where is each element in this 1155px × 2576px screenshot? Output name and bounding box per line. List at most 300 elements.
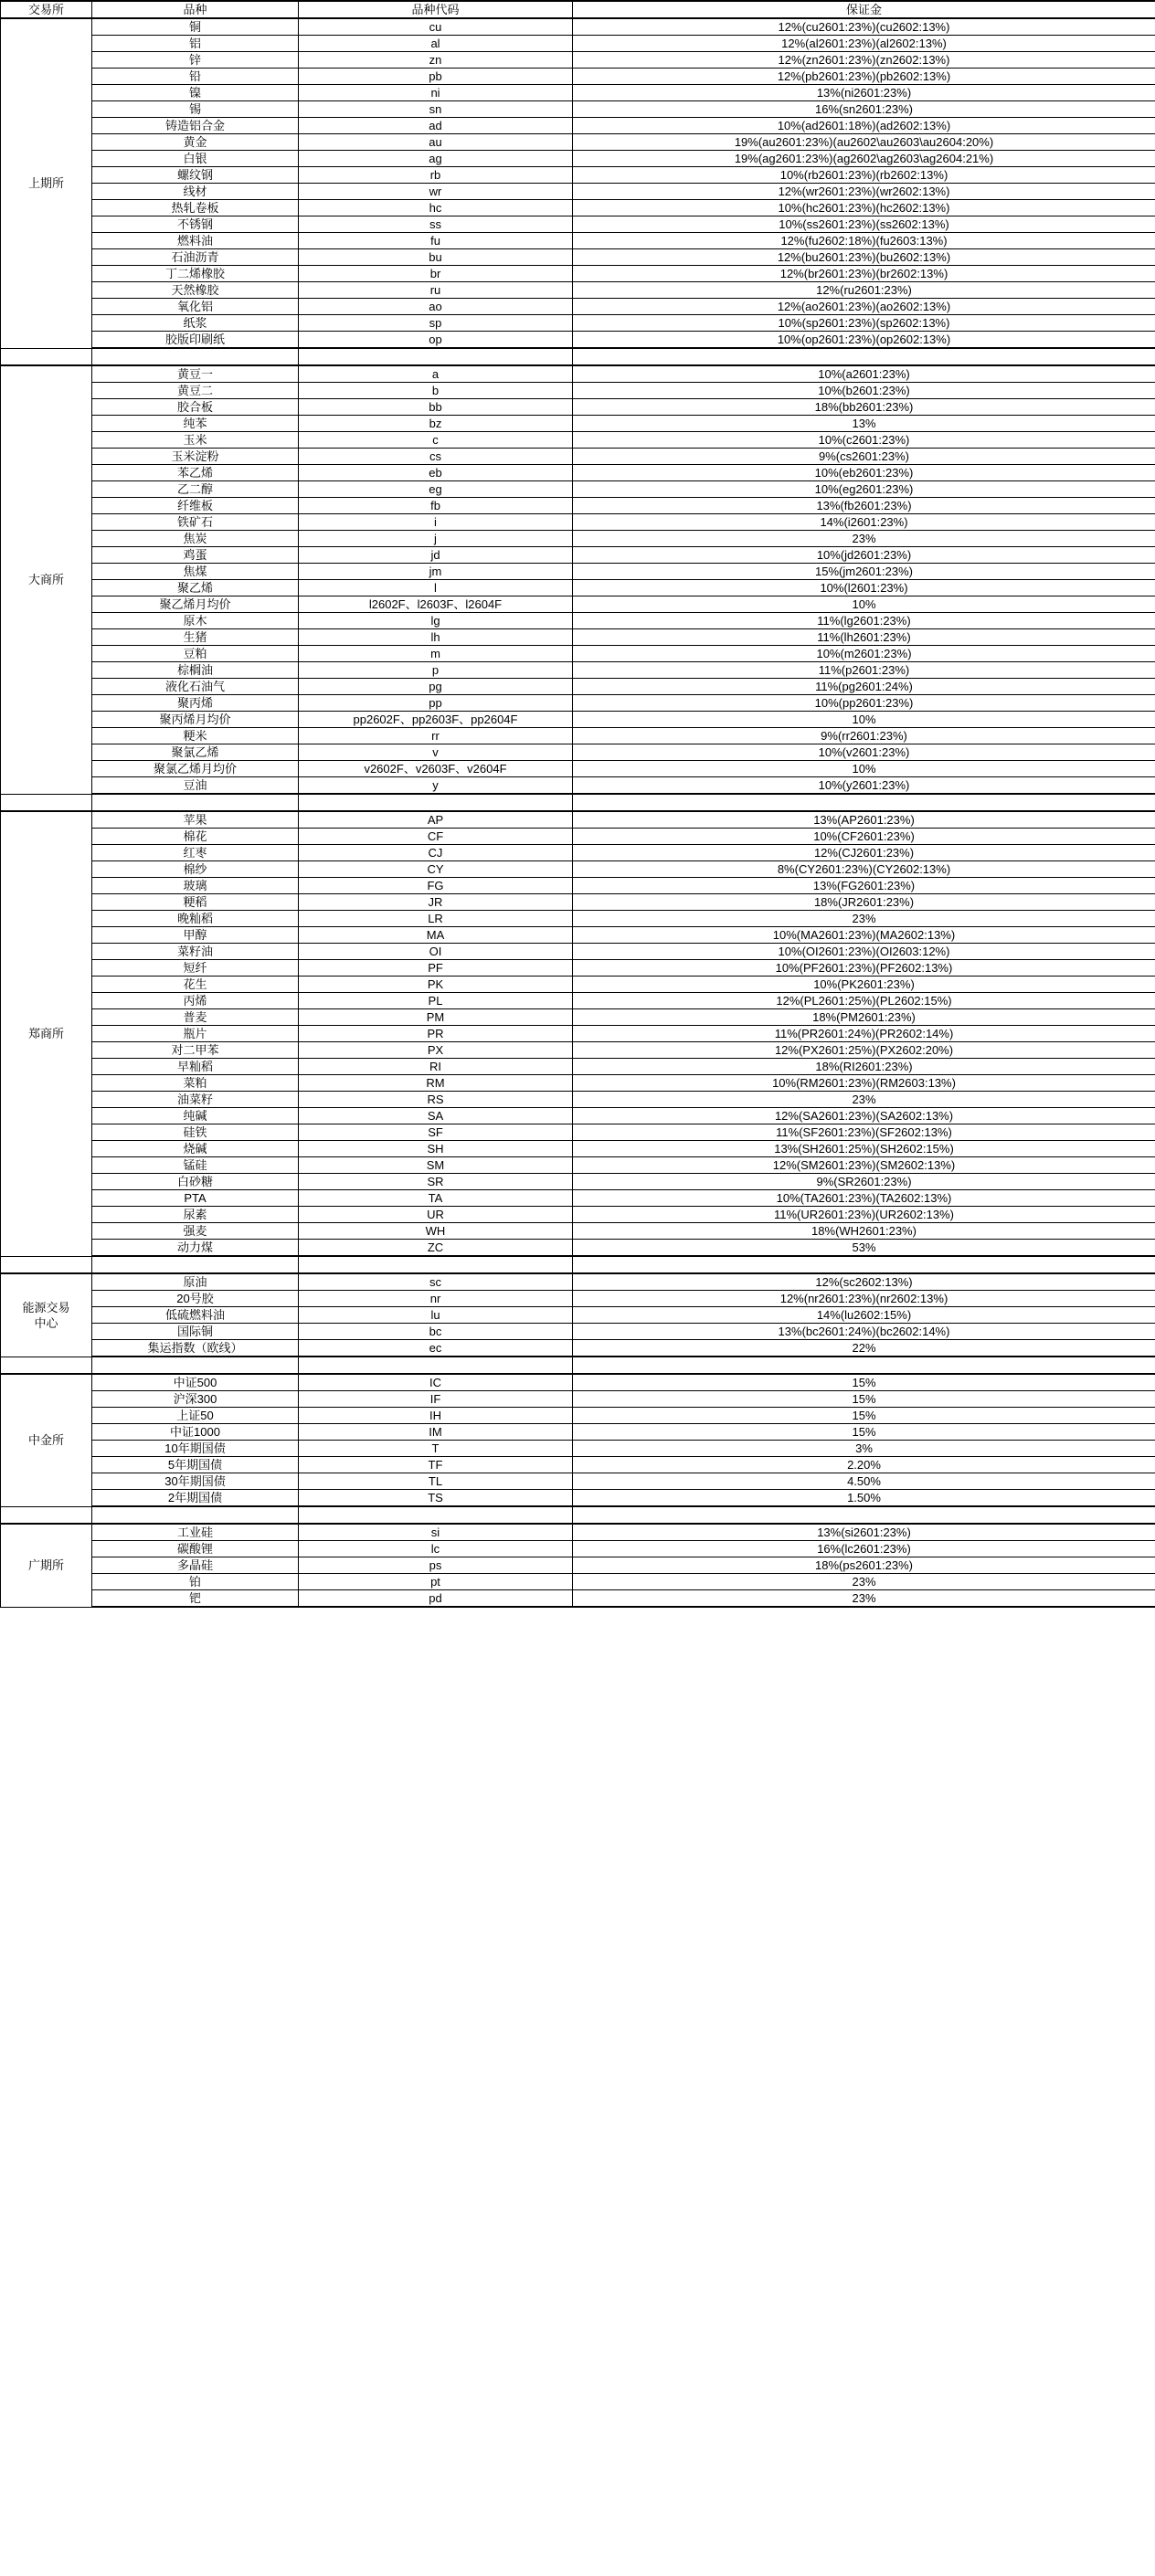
spacer-cell-code [299, 1256, 573, 1273]
margin-rate-cell: 12%(ru2601:23%) [573, 282, 1155, 299]
margin-rate-cell: 15% [573, 1374, 1155, 1391]
variety-name-cell: 粳米 [92, 728, 299, 744]
margin-rate-cell: 11%(lg2601:23%) [573, 613, 1155, 629]
table-row [1, 1124, 1155, 1141]
margin-rate-cell: 13%(ni2601:23%) [573, 85, 1155, 101]
spacer-cell-margin [573, 794, 1155, 811]
variety-name-cell: 纤维板 [92, 498, 299, 514]
variety-name-cell: 白银 [92, 151, 299, 167]
exchange-name-cell: 大商所 [1, 365, 92, 794]
variety-code-cell: l2602F、l2603F、l2604F [299, 596, 573, 613]
table-row [1, 960, 1155, 977]
variety-name-cell: 玻璃 [92, 878, 299, 894]
margin-rate-cell: 23% [573, 531, 1155, 547]
table-row [1, 861, 1155, 878]
variety-name-cell: 纸浆 [92, 315, 299, 332]
variety-code-cell: a [299, 365, 573, 383]
margin-rate-cell: 11%(SF2601:23%)(SF2602:13%) [573, 1124, 1155, 1141]
margin-rate-cell: 10%(CF2601:23%) [573, 829, 1155, 845]
table-row [1, 944, 1155, 960]
table-row [1, 1026, 1155, 1042]
spacer-cell-code [299, 348, 573, 365]
variety-name-cell: 花生 [92, 977, 299, 993]
variety-code-cell: TF [299, 1457, 573, 1473]
variety-name-cell: 丙烯 [92, 993, 299, 1009]
variety-code-cell: ni [299, 85, 573, 101]
spacer-cell-variety [92, 1256, 299, 1273]
table-row [1, 1490, 1155, 1507]
variety-name-cell: 不锈钢 [92, 216, 299, 233]
margin-rate-cell: 16%(sn2601:23%) [573, 101, 1155, 118]
margin-rate-cell: 10%(sp2601:23%)(sp2602:13%) [573, 315, 1155, 332]
variety-name-cell: 棕榈油 [92, 662, 299, 679]
margin-rate-cell: 15% [573, 1391, 1155, 1408]
variety-name-cell: 丁二烯橡胶 [92, 266, 299, 282]
variety-name-cell: 油菜籽 [92, 1092, 299, 1108]
variety-name-cell: 原木 [92, 613, 299, 629]
variety-code-cell: c [299, 432, 573, 449]
variety-code-cell: y [299, 777, 573, 795]
table-row [1, 580, 1155, 596]
variety-name-cell: 燃料油 [92, 233, 299, 249]
variety-code-cell: ss [299, 216, 573, 233]
margin-rate-cell: 13%(bc2601:24%)(bc2602:14%) [573, 1324, 1155, 1340]
variety-code-cell: CJ [299, 845, 573, 861]
table-row [1, 481, 1155, 498]
exchange-name-cell: 上期所 [1, 18, 92, 348]
margin-rate-cell: 13%(SH2601:25%)(SH2602:15%) [573, 1141, 1155, 1157]
table-row [1, 399, 1155, 416]
margin-rate-cell: 10%(RM2601:23%)(RM2603:13%) [573, 1075, 1155, 1092]
margin-rate-cell: 9%(rr2601:23%) [573, 728, 1155, 744]
margin-rate-cell: 10%(eg2601:23%) [573, 481, 1155, 498]
table-row [1, 878, 1155, 894]
variety-name-cell: 菜粕 [92, 1075, 299, 1092]
table-row [1, 695, 1155, 712]
variety-code-cell: RS [299, 1092, 573, 1108]
margin-rate-cell: 16%(lc2601:23%) [573, 1541, 1155, 1557]
variety-code-cell: lc [299, 1541, 573, 1557]
margin-rate-cell: 12%(nr2601:23%)(nr2602:13%) [573, 1291, 1155, 1307]
variety-name-cell: 铝 [92, 36, 299, 52]
variety-name-cell: 聚氯乙烯月均价 [92, 761, 299, 777]
variety-code-cell: TA [299, 1190, 573, 1207]
margin-rate-cell: 10% [573, 596, 1155, 613]
margin-rate-cell: 10%(ad2601:18%)(ad2602:13%) [573, 118, 1155, 134]
variety-code-cell: RM [299, 1075, 573, 1092]
variety-code-cell: eb [299, 465, 573, 481]
margin-rate-cell: 15%(jm2601:23%) [573, 564, 1155, 580]
table-row [1, 1157, 1155, 1174]
variety-name-cell: 鸡蛋 [92, 547, 299, 564]
table-row [1, 1457, 1155, 1473]
table-row [1, 1190, 1155, 1207]
variety-code-cell: nr [299, 1291, 573, 1307]
variety-name-cell: 液化石油气 [92, 679, 299, 695]
variety-code-cell: pg [299, 679, 573, 695]
table-row [1, 845, 1155, 861]
variety-name-cell: 棉纱 [92, 861, 299, 878]
margin-rate-cell: 10%(c2601:23%) [573, 432, 1155, 449]
variety-name-cell: 低硫燃料油 [92, 1307, 299, 1324]
column-header-margin: 保证金 [573, 1, 1155, 18]
variety-code-cell: fu [299, 233, 573, 249]
spacer-cell-variety [92, 1357, 299, 1374]
variety-code-cell: PR [299, 1026, 573, 1042]
margin-rate-cell: 10%(TA2601:23%)(TA2602:13%) [573, 1190, 1155, 1207]
margin-rate-cell: 11%(lh2601:23%) [573, 629, 1155, 646]
variety-name-cell: 菜籽油 [92, 944, 299, 960]
variety-name-cell: 石油沥青 [92, 249, 299, 266]
variety-name-cell: 20号胶 [92, 1291, 299, 1307]
table-row [1, 744, 1155, 761]
table-row [1, 1042, 1155, 1059]
column-header-exchange: 交易所 [1, 1, 92, 18]
variety-code-cell: sn [299, 101, 573, 118]
margin-rate-cell: 12%(PX2601:25%)(PX2602:20%) [573, 1042, 1155, 1059]
variety-code-cell: bb [299, 399, 573, 416]
variety-code-cell: IF [299, 1391, 573, 1408]
table-row [1, 1473, 1155, 1490]
variety-code-cell: UR [299, 1207, 573, 1223]
margin-rate-cell: 4.50% [573, 1473, 1155, 1490]
margin-rate-cell: 11%(pg2601:24%) [573, 679, 1155, 695]
table-row [1, 134, 1155, 151]
variety-code-cell: PX [299, 1042, 573, 1059]
margin-rate-cell: 18%(ps2601:23%) [573, 1557, 1155, 1574]
table-row [1, 1408, 1155, 1424]
variety-name-cell: 铜 [92, 18, 299, 36]
variety-code-cell: IM [299, 1424, 573, 1441]
table-row [1, 547, 1155, 564]
variety-code-cell: zn [299, 52, 573, 69]
margin-rate-cell: 23% [573, 1092, 1155, 1108]
table-row [1, 449, 1155, 465]
margin-rate-cell: 10%(b2601:23%) [573, 383, 1155, 399]
column-header-code: 品种代码 [299, 1, 573, 18]
variety-name-cell: 玉米 [92, 432, 299, 449]
table-row [1, 315, 1155, 332]
variety-code-cell: ad [299, 118, 573, 134]
variety-name-cell: 豆粕 [92, 646, 299, 662]
table-row [1, 1059, 1155, 1075]
variety-code-cell: rr [299, 728, 573, 744]
variety-name-cell: 烧碱 [92, 1141, 299, 1157]
table-row [1, 1273, 1155, 1291]
table-row [1, 299, 1155, 315]
variety-code-cell: PF [299, 960, 573, 977]
variety-code-cell: ao [299, 299, 573, 315]
variety-code-cell: wr [299, 184, 573, 200]
margin-rate-cell: 12%(al2601:23%)(al2602:13%) [573, 36, 1155, 52]
margin-rate-cell: 15% [573, 1408, 1155, 1424]
table-row [1, 1391, 1155, 1408]
margin-rate-cell: 12%(SA2601:23%)(SA2602:13%) [573, 1108, 1155, 1124]
margin-rate-cell: 12%(SM2601:23%)(SM2602:13%) [573, 1157, 1155, 1174]
margin-rate-cell: 10% [573, 712, 1155, 728]
table-row [1, 118, 1155, 134]
margin-rate-cell: 18%(PM2601:23%) [573, 1009, 1155, 1026]
variety-name-cell: 锰硅 [92, 1157, 299, 1174]
margin-rate-cell: 12%(sc2602:13%) [573, 1273, 1155, 1291]
spacer-cell-exchange [1, 1256, 92, 1273]
margin-rate-cell: 10%(m2601:23%) [573, 646, 1155, 662]
variety-code-cell: CY [299, 861, 573, 878]
margin-rate-cell: 10%(hc2601:23%)(hc2602:13%) [573, 200, 1155, 216]
variety-name-cell: 铸造铝合金 [92, 118, 299, 134]
table-row [1, 416, 1155, 432]
variety-name-cell: 焦煤 [92, 564, 299, 580]
margin-rate-cell: 10%(ss2601:23%)(ss2602:13%) [573, 216, 1155, 233]
variety-code-cell: pp [299, 695, 573, 712]
table-row [1, 101, 1155, 118]
variety-name-cell: 瓶片 [92, 1026, 299, 1042]
variety-name-cell: 黄豆二 [92, 383, 299, 399]
variety-code-cell: lh [299, 629, 573, 646]
variety-name-cell: 尿素 [92, 1207, 299, 1223]
table-row [1, 829, 1155, 845]
variety-code-cell: eg [299, 481, 573, 498]
variety-code-cell: JR [299, 894, 573, 911]
margin-rate-cell: 2.20% [573, 1457, 1155, 1473]
variety-name-cell: PTA [92, 1190, 299, 1207]
variety-code-cell: br [299, 266, 573, 282]
table-row [1, 282, 1155, 299]
variety-name-cell: 聚乙烯月均价 [92, 596, 299, 613]
margin-rate-cell: 23% [573, 1574, 1155, 1590]
table-row [1, 927, 1155, 944]
margin-rate-cell: 15% [573, 1424, 1155, 1441]
table-row [1, 728, 1155, 744]
variety-name-cell: 玉米淀粉 [92, 449, 299, 465]
table-row [1, 216, 1155, 233]
variety-code-cell: TS [299, 1490, 573, 1507]
table-row [1, 1207, 1155, 1223]
table-row [1, 712, 1155, 728]
table-row [1, 911, 1155, 927]
variety-code-cell: PK [299, 977, 573, 993]
margin-rate-cell: 10%(l2601:23%) [573, 580, 1155, 596]
variety-code-cell: IH [299, 1408, 573, 1424]
variety-code-cell: au [299, 134, 573, 151]
spacer-cell-variety [92, 794, 299, 811]
spacer-cell-variety [92, 1506, 299, 1524]
variety-code-cell: AP [299, 811, 573, 829]
variety-code-cell: pt [299, 1574, 573, 1590]
variety-name-cell: 焦炭 [92, 531, 299, 547]
margin-rate-cell: 10%(jd2601:23%) [573, 547, 1155, 564]
variety-name-cell: 强麦 [92, 1223, 299, 1240]
spacer-cell-margin [573, 1256, 1155, 1273]
variety-code-cell: LR [299, 911, 573, 927]
variety-code-cell: m [299, 646, 573, 662]
variety-name-cell: 中证500 [92, 1374, 299, 1391]
variety-name-cell: 铂 [92, 1574, 299, 1590]
variety-name-cell: 白砂糖 [92, 1174, 299, 1190]
section-spacer-row [1, 1256, 1155, 1273]
table-row [1, 1340, 1155, 1357]
variety-code-cell: al [299, 36, 573, 52]
margin-rate-cell: 11%(UR2601:23%)(UR2602:13%) [573, 1207, 1155, 1223]
exchange-name-cell: 郑商所 [1, 811, 92, 1256]
table-row [1, 36, 1155, 52]
margin-rate-cell: 13% [573, 416, 1155, 432]
margin-rate-cell: 11%(PR2601:24%)(PR2602:14%) [573, 1026, 1155, 1042]
table-row [1, 977, 1155, 993]
variety-code-cell: v [299, 744, 573, 761]
variety-name-cell: 纯苯 [92, 416, 299, 432]
table-row [1, 85, 1155, 101]
variety-name-cell: 2年期国债 [92, 1490, 299, 1507]
section-spacer-row [1, 348, 1155, 365]
margin-rate-cell: 12%(wr2601:23%)(wr2602:13%) [573, 184, 1155, 200]
variety-name-cell: 5年期国债 [92, 1457, 299, 1473]
variety-name-cell: 螺纹钢 [92, 167, 299, 184]
table-row [1, 596, 1155, 613]
margin-rate-cell: 10%(MA2601:23%)(MA2602:13%) [573, 927, 1155, 944]
table-row [1, 184, 1155, 200]
margin-rate-cell: 12%(bu2601:23%)(bu2602:13%) [573, 249, 1155, 266]
variety-code-cell: SR [299, 1174, 573, 1190]
margin-rate-cell: 10%(a2601:23%) [573, 365, 1155, 383]
margin-rate-cell: 3% [573, 1441, 1155, 1457]
variety-name-cell: 上证50 [92, 1408, 299, 1424]
variety-code-cell: pb [299, 69, 573, 85]
variety-code-cell: FG [299, 878, 573, 894]
table-row [1, 662, 1155, 679]
margin-rate-cell: 10%(eb2601:23%) [573, 465, 1155, 481]
variety-code-cell: SH [299, 1141, 573, 1157]
spacer-cell-code [299, 1506, 573, 1524]
table-row [1, 1009, 1155, 1026]
variety-code-cell: fb [299, 498, 573, 514]
margin-rate-cell: 12%(ao2601:23%)(ao2602:13%) [573, 299, 1155, 315]
variety-code-cell: sc [299, 1273, 573, 1291]
variety-code-cell: MA [299, 927, 573, 944]
variety-name-cell: 工业硅 [92, 1524, 299, 1541]
variety-code-cell: i [299, 514, 573, 531]
variety-code-cell: jm [299, 564, 573, 580]
variety-name-cell: 晚籼稻 [92, 911, 299, 927]
table-row [1, 151, 1155, 167]
margin-rate-cell: 10%(op2601:23%)(op2602:13%) [573, 332, 1155, 349]
margin-rate-cell: 18%(JR2601:23%) [573, 894, 1155, 911]
table-row [1, 564, 1155, 580]
variety-code-cell: b [299, 383, 573, 399]
margin-rate-cell: 8%(CY2601:23%)(CY2602:13%) [573, 861, 1155, 878]
table-row [1, 498, 1155, 514]
variety-name-cell: 粳稻 [92, 894, 299, 911]
table-row [1, 432, 1155, 449]
section-spacer-row [1, 1506, 1155, 1524]
variety-name-cell: 黄金 [92, 134, 299, 151]
variety-name-cell: 线材 [92, 184, 299, 200]
variety-code-cell: TL [299, 1473, 573, 1490]
margin-rate-cell: 19%(ag2601:23%)(ag2602\ag2603\ag2604:21%) [573, 151, 1155, 167]
variety-name-cell: 多晶硅 [92, 1557, 299, 1574]
table-row [1, 1590, 1155, 1608]
variety-code-cell: ZC [299, 1240, 573, 1257]
variety-name-cell: 国际铜 [92, 1324, 299, 1340]
section-spacer-row [1, 794, 1155, 811]
variety-name-cell: 胶合板 [92, 399, 299, 416]
table-row [1, 777, 1155, 795]
variety-name-cell: 锡 [92, 101, 299, 118]
margin-rate-cell: 12%(cu2601:23%)(cu2602:13%) [573, 18, 1155, 36]
variety-name-cell: 生猪 [92, 629, 299, 646]
variety-code-cell: bc [299, 1324, 573, 1340]
variety-code-cell: si [299, 1524, 573, 1541]
table-row [1, 531, 1155, 547]
variety-name-cell: 动力煤 [92, 1240, 299, 1257]
margin-rate-cell: 12%(br2601:23%)(br2602:13%) [573, 266, 1155, 282]
margin-rate-cell: 18%(bb2601:23%) [573, 399, 1155, 416]
table-row [1, 629, 1155, 646]
margin-rate-cell: 12%(fu2602:18%)(fu2603:13%) [573, 233, 1155, 249]
variety-name-cell: 钯 [92, 1590, 299, 1608]
exchange-name-cell: 广期所 [1, 1524, 92, 1607]
variety-name-cell: 普麦 [92, 1009, 299, 1026]
margin-rate-cell: 9%(SR2601:23%) [573, 1174, 1155, 1190]
spacer-cell-exchange [1, 348, 92, 365]
exchange-name-cell: 能源交易 中心 [1, 1273, 92, 1357]
margin-rate-cell: 19%(au2601:23%)(au2602\au2603\au2604:20%) [573, 134, 1155, 151]
margin-rate-cell: 23% [573, 911, 1155, 927]
variety-code-cell: v2602F、v2603F、v2604F [299, 761, 573, 777]
margin-rate-cell: 53% [573, 1240, 1155, 1257]
column-header-variety: 品种 [92, 1, 299, 18]
margin-rate-cell: 12%(pb2601:23%)(pb2602:13%) [573, 69, 1155, 85]
margin-rate-cell: 14%(i2601:23%) [573, 514, 1155, 531]
table-row [1, 1307, 1155, 1324]
table-header-row [1, 1, 1155, 18]
table-row [1, 1291, 1155, 1307]
table-row [1, 1141, 1155, 1157]
table-row [1, 1541, 1155, 1557]
variety-code-cell: op [299, 332, 573, 349]
table-row [1, 1223, 1155, 1240]
margin-rate-cell: 1.50% [573, 1490, 1155, 1507]
spacer-cell-code [299, 794, 573, 811]
margin-rate-cell: 23% [573, 1590, 1155, 1608]
variety-name-cell: 碳酸锂 [92, 1541, 299, 1557]
exchange-name-cell: 中金所 [1, 1374, 92, 1506]
variety-code-cell: PM [299, 1009, 573, 1026]
variety-code-cell: SF [299, 1124, 573, 1141]
section-spacer-row [1, 1357, 1155, 1374]
variety-code-cell: p [299, 662, 573, 679]
table-row [1, 1441, 1155, 1457]
variety-name-cell: 铅 [92, 69, 299, 85]
margin-rate-cell: 10%(v2601:23%) [573, 744, 1155, 761]
margin-rate-cell: 13%(AP2601:23%) [573, 811, 1155, 829]
variety-name-cell: 聚丙烯 [92, 695, 299, 712]
table-row [1, 1174, 1155, 1190]
variety-code-cell: cu [299, 18, 573, 36]
table-row [1, 200, 1155, 216]
margin-rate-cell: 10%(y2601:23%) [573, 777, 1155, 795]
variety-code-cell: cs [299, 449, 573, 465]
table-row [1, 249, 1155, 266]
variety-name-cell: 乙二醇 [92, 481, 299, 498]
variety-code-cell: sp [299, 315, 573, 332]
variety-name-cell: 黄豆一 [92, 365, 299, 383]
variety-name-cell: 对二甲苯 [92, 1042, 299, 1059]
variety-code-cell: rb [299, 167, 573, 184]
margin-rate-cell: 10%(PK2601:23%) [573, 977, 1155, 993]
margin-rate-cell: 9%(cs2601:23%) [573, 449, 1155, 465]
variety-name-cell: 棉花 [92, 829, 299, 845]
